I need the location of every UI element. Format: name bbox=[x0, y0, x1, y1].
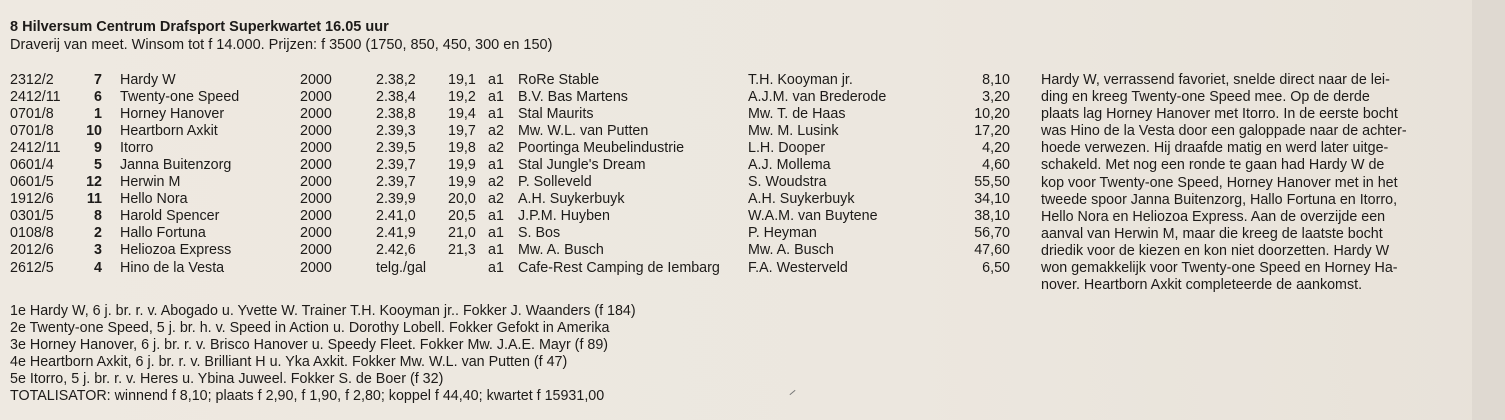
odds: 10,20 bbox=[974, 106, 1010, 123]
start-position: a1 bbox=[488, 242, 504, 259]
km-time: 20,0 bbox=[448, 191, 476, 208]
horse-name: Hallo Fortuna bbox=[120, 225, 206, 242]
owner-name: A.H. Suykerbuyk bbox=[518, 191, 625, 208]
km-time: 19,1 bbox=[448, 72, 476, 88]
start-number: 4 bbox=[94, 259, 102, 276]
finish-time: 2.39,3 bbox=[376, 123, 416, 140]
km-time: 19,4 bbox=[448, 106, 476, 123]
start-position: a1 bbox=[488, 208, 504, 225]
distance: 2000 bbox=[300, 157, 332, 174]
driver-name: L.H. Dooper bbox=[748, 140, 826, 157]
commentary-line: schakeld. Met nog een ronde te gaan had Hardy W de bbox=[1041, 157, 1385, 174]
entry-date: 2412/11 bbox=[10, 89, 61, 106]
owner-name: Mw. W.L. van Putten bbox=[518, 123, 649, 140]
odds: 8,10 bbox=[982, 72, 1010, 88]
odds: 17,20 bbox=[974, 123, 1010, 140]
start-position: a1 bbox=[488, 157, 504, 174]
owner-name: J.P.M. Huyben bbox=[518, 208, 610, 225]
start-number: 1 bbox=[94, 106, 102, 123]
distance: 2000 bbox=[300, 140, 332, 157]
finish-time: 2.41,0 bbox=[376, 208, 416, 225]
horse-name: Horney Hanover bbox=[120, 106, 225, 123]
distance: 2000 bbox=[300, 225, 332, 242]
adjacent-column-edge bbox=[1472, 0, 1505, 420]
race-conditions: Draverij van meet. Winsom tot f 14.000. Prijzen: f 3500 (1750, 850, 450, 300 en 150) bbox=[10, 37, 553, 53]
entry-date: 1912/6 bbox=[10, 191, 54, 208]
placings-block bbox=[10, 303, 636, 405]
odds: 4,20 bbox=[982, 140, 1010, 157]
km-time: 19,8 bbox=[448, 140, 476, 157]
entry-date: 2012/6 bbox=[10, 242, 54, 259]
horse-name: Hardy W bbox=[120, 72, 176, 88]
commentary-line: kop voor Twenty-one Speed, Horney Hanover met in het bbox=[1041, 174, 1398, 191]
entry-date: 0701/8 bbox=[10, 106, 54, 123]
start-number: 5 bbox=[94, 157, 102, 174]
start-position: a1 bbox=[488, 89, 504, 106]
start-number: 9 bbox=[94, 140, 102, 157]
odds: 4,60 bbox=[982, 157, 1010, 174]
finish-time: 2.39,7 bbox=[376, 174, 416, 191]
odds: 47,60 bbox=[974, 242, 1010, 259]
odds: 3,20 bbox=[982, 89, 1010, 106]
driver-name: S. Woudstra bbox=[748, 174, 827, 191]
odds: 38,10 bbox=[974, 208, 1010, 225]
owner-name: Poortinga Meubelindustrie bbox=[518, 140, 685, 157]
placing-line: 3e Horney Hanover, 6 j. br. r. v. Brisco Hanover u. Speedy Fleet. Fokker Mw. J.A.E. Mayr (f 89) bbox=[10, 337, 609, 354]
commentary-line: tweede spoor Janna Buitenzorg, Hallo Fortuna en Itorro, bbox=[1041, 191, 1398, 208]
entry-date: 0601/5 bbox=[10, 174, 54, 191]
start-position: a2 bbox=[488, 123, 504, 140]
finish-time: 2.38,4 bbox=[376, 89, 416, 106]
entry-date: 0601/4 bbox=[10, 157, 54, 174]
km-time: 21,3 bbox=[448, 242, 476, 259]
start-number: 8 bbox=[94, 208, 102, 225]
commentary-line: Hardy W, verrassend favoriet, snelde direct naar de lei- bbox=[1041, 72, 1390, 88]
start-position: a1 bbox=[488, 72, 504, 88]
finish-time: 2.39,5 bbox=[376, 140, 416, 157]
horse-name: Itorro bbox=[120, 140, 154, 157]
driver-name: A.H. Suykerbuyk bbox=[748, 191, 855, 208]
pencil-mark bbox=[789, 390, 795, 395]
commentary-line: driedik voor de kiezen en kon niet doorzetten. Hardy W bbox=[1041, 242, 1390, 259]
entry-date: 2312/2 bbox=[10, 72, 54, 88]
driver-name: A.J.M. van Brederode bbox=[748, 89, 887, 106]
finish-time: 2.38,2 bbox=[376, 72, 416, 88]
owner-name: P. Solleveld bbox=[518, 174, 592, 191]
commentary-line: hoede verwezen. Hij draafde matig en werd later uitge- bbox=[1041, 140, 1389, 157]
entry-date: 0108/8 bbox=[10, 225, 54, 242]
owner-name: S. Bos bbox=[518, 225, 561, 242]
start-position: a1 bbox=[488, 106, 504, 123]
owner-name: Stal Jungle's Dream bbox=[518, 157, 646, 174]
owner-name: Stal Maurits bbox=[518, 106, 594, 123]
commentary-line: was Hino de la Vesta door een galoppade naar de achter- bbox=[1041, 123, 1407, 140]
placing-line: 4e Heartborn Axkit, 6 j. br. r. v. Brilliant H u. Yka Axkit. Fokker Mw. W.L. van Putten (f 47) bbox=[10, 354, 568, 371]
driver-name: W.A.M. van Buytene bbox=[748, 208, 878, 225]
distance: 2000 bbox=[300, 174, 332, 191]
start-position: a2 bbox=[488, 174, 504, 191]
race-commentary bbox=[1041, 72, 1466, 294]
placing-line: 2e Twenty-one Speed, 5 j. br. h. v. Speed in Action u. Dorothy Lobell. Fokker Gefokt in Amerika bbox=[10, 320, 610, 337]
placing-line: 1e Hardy W, 6 j. br. r. v. Abogado u. Yvette W. Trainer T.H. Kooyman jr.. Fokker J. Waanders (f 184) bbox=[10, 303, 636, 319]
distance: 2000 bbox=[300, 72, 332, 88]
placing-line: 5e Itorro, 5 j. br. r. v. Heres u. Ybina Juweel. Fokker S. de Boer (f 32) bbox=[10, 371, 444, 388]
distance: 2000 bbox=[300, 106, 332, 123]
distance: 2000 bbox=[300, 242, 332, 259]
entry-date: 2412/11 bbox=[10, 140, 61, 157]
horse-name: Herwin M bbox=[120, 174, 181, 191]
owner-name: Mw. A. Busch bbox=[518, 242, 604, 259]
horse-name: Heartborn Axkit bbox=[120, 123, 218, 140]
horse-name: Harold Spencer bbox=[120, 208, 220, 225]
odds: 56,70 bbox=[974, 225, 1010, 242]
horse-name: Janna Buitenzorg bbox=[120, 157, 232, 174]
start-number: 11 bbox=[86, 191, 102, 208]
start-position: a2 bbox=[488, 191, 504, 208]
start-number: 3 bbox=[94, 242, 102, 259]
owner-name: RoRe Stable bbox=[518, 72, 600, 88]
odds: 6,50 bbox=[982, 259, 1010, 276]
driver-name: A.J. Mollema bbox=[748, 157, 831, 174]
driver-name: P. Heyman bbox=[748, 225, 817, 242]
driver-name: F.A. Westerveld bbox=[748, 259, 848, 276]
finish-time: 2.39,7 bbox=[376, 157, 416, 174]
driver-name: Mw. M. Lusink bbox=[748, 123, 839, 140]
commentary-line: ding en kreeg Twenty-one Speed mee. Op de derde bbox=[1041, 89, 1370, 106]
commentary-line: plaats lag Horney Hanover met Itorro. In de eerste bocht bbox=[1041, 106, 1398, 123]
owner-name: Cafe-Rest Camping de Iembarg bbox=[518, 259, 720, 276]
distance: 2000 bbox=[300, 259, 332, 276]
start-number: 10 bbox=[86, 123, 102, 140]
driver-name: T.H. Kooyman jr. bbox=[748, 72, 853, 88]
odds: 55,50 bbox=[974, 174, 1010, 191]
km-time: 21,0 bbox=[448, 225, 476, 242]
horse-name: Twenty-one Speed bbox=[120, 89, 240, 106]
commentary-line: nover. Heartborn Axkit completeerde de aankomst. bbox=[1041, 277, 1363, 294]
km-time: 19,9 bbox=[448, 174, 476, 191]
start-number: 6 bbox=[94, 89, 102, 106]
finish-time: telg./gal bbox=[376, 259, 427, 276]
distance: 2000 bbox=[300, 191, 332, 208]
distance: 2000 bbox=[300, 208, 332, 225]
owner-name: B.V. Bas Martens bbox=[518, 89, 628, 106]
driver-name: Mw. T. de Haas bbox=[748, 106, 846, 123]
finish-time: 2.42,6 bbox=[376, 242, 416, 259]
commentary-line: won gemakkelijk voor Twenty-one Speed en Horney Ha- bbox=[1041, 260, 1398, 277]
finish-time: 2.38,8 bbox=[376, 106, 416, 123]
start-number: 7 bbox=[94, 72, 102, 88]
finish-time: 2.39,9 bbox=[376, 191, 416, 208]
odds: 34,10 bbox=[974, 191, 1010, 208]
km-time: 19,9 bbox=[448, 157, 476, 174]
km-time: 19,2 bbox=[448, 89, 476, 106]
horse-name: Hello Nora bbox=[120, 191, 188, 208]
entry-date: 2612/5 bbox=[10, 259, 54, 276]
horse-name: Hino de la Vesta bbox=[120, 259, 225, 276]
start-position: a1 bbox=[488, 259, 504, 276]
start-number: 12 bbox=[86, 174, 102, 191]
driver-name: Mw. A. Busch bbox=[748, 242, 834, 259]
horse-name: Heliozoa Express bbox=[120, 242, 232, 259]
commentary-line: Hello Nora en Heliozoa Express. Aan de overzijde een bbox=[1041, 208, 1386, 225]
km-time: 19,7 bbox=[448, 123, 476, 140]
entry-date: 0301/5 bbox=[10, 208, 54, 225]
start-position: a2 bbox=[488, 140, 504, 157]
entry-date: 0701/8 bbox=[10, 123, 54, 140]
start-position: a1 bbox=[488, 225, 504, 242]
distance: 2000 bbox=[300, 123, 332, 140]
race-title: 8 Hilversum Centrum Drafsport Superkwartet 16.05 uur bbox=[10, 19, 389, 35]
start-number: 2 bbox=[94, 225, 102, 242]
totalisator-line: TOTALISATOR: winnend f 8,10; plaats f 2,90, f 1,90, f 2,80; koppel f 44,40; kwartet f 15931,00 bbox=[10, 388, 605, 405]
finish-time: 2.41,9 bbox=[376, 225, 416, 242]
commentary-line: aanval van Herwin M, maar die kreeg de laatste bocht bbox=[1041, 225, 1383, 242]
km-time: 20,5 bbox=[448, 208, 476, 225]
distance: 2000 bbox=[300, 89, 332, 106]
